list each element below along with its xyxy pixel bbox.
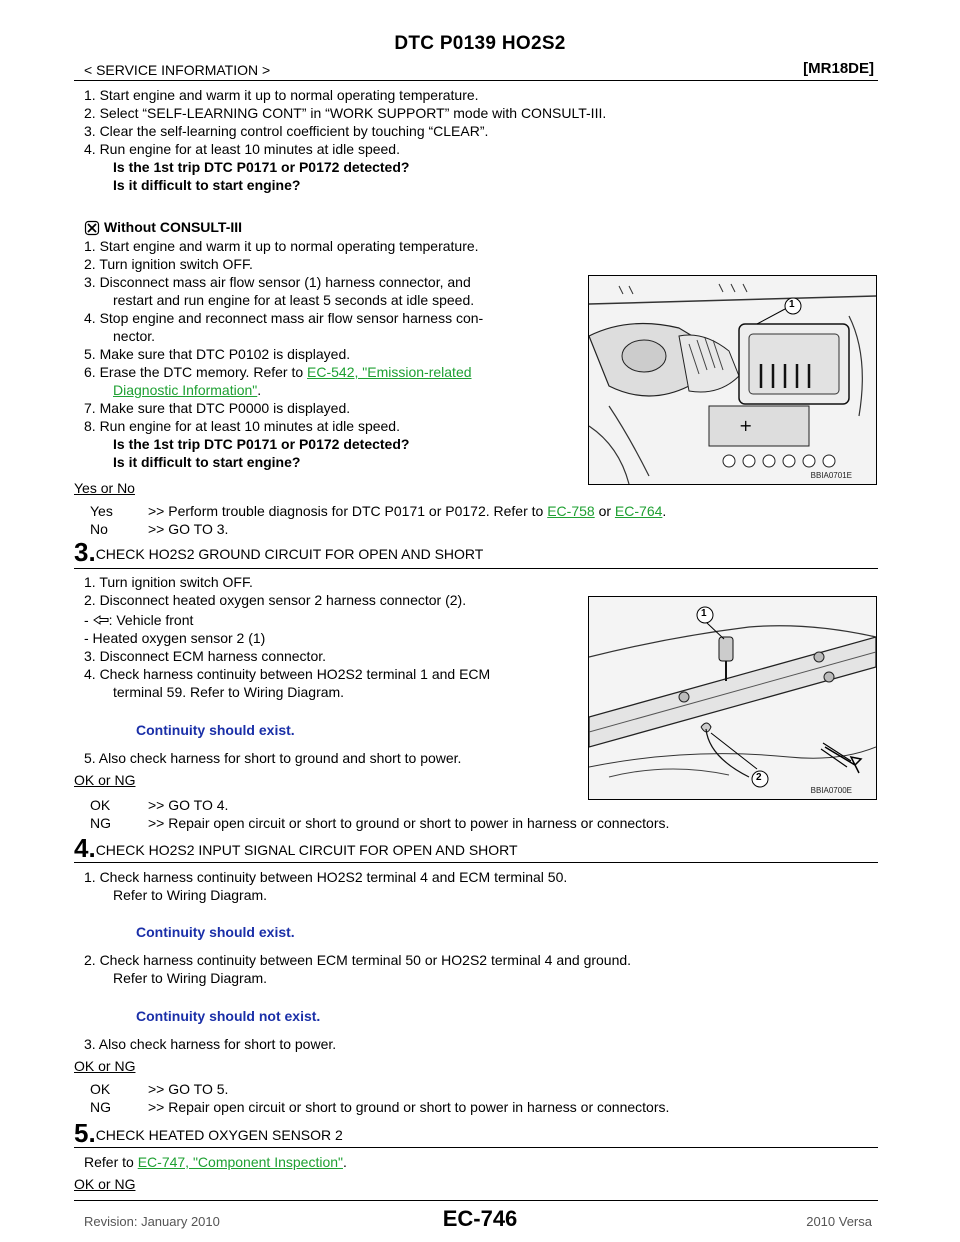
dash: -	[84, 612, 93, 628]
ok-text: >> GO TO 5.	[148, 1081, 229, 1097]
step-text: 1. Check harness continuity between HO2S2 terminal 4 and ECM terminal 50.	[84, 869, 568, 885]
step-text: 2. Check harness continuity between ECM terminal 50 or HO2S2 terminal 4 and ground.	[84, 952, 632, 968]
step-text: 2. Select “SELF-LEARNING CONT” in “WORK SUPPORT” mode with CONSULT-III.	[84, 105, 607, 121]
step-text-part: 6. Erase the DTC memory. Refer to	[84, 364, 308, 380]
punct: .	[257, 382, 262, 398]
step-text: 3. Disconnect ECM harness connector.	[84, 648, 327, 664]
step-text: terminal 59. Refer to Wiring Diagram.	[113, 684, 345, 700]
ok-key: OK	[90, 797, 111, 813]
yes-text-main: >> Perform trouble diagnosis for DTC P0171 or P0172. Refer to	[148, 503, 548, 519]
step-text: nector.	[113, 328, 156, 344]
step-text: 2. Turn ignition switch OFF.	[84, 256, 253, 272]
underbody-illustration	[589, 597, 876, 799]
step-text: 8. Run engine for at least 10 minutes at idle speed.	[84, 418, 400, 434]
step-rule	[74, 862, 878, 863]
ng-text: >> Repair open circuit or short to ground or short to power in harness or connectors.	[148, 815, 670, 831]
step-text: 4. Stop engine and reconnect mass air flow sensor harness con-	[84, 310, 484, 326]
step-text: Refer to Wiring Diagram.	[113, 970, 268, 986]
footer-rule	[74, 1200, 878, 1201]
ok-text: >> GO TO 4.	[148, 797, 229, 813]
step-text: - Heated oxygen sensor 2 (1)	[84, 630, 266, 646]
engine-label: [MR18DE]	[803, 60, 874, 77]
header-rule	[74, 80, 878, 81]
no-text: >> GO TO 3.	[148, 521, 229, 537]
step-text: 2. Disconnect heated oxygen sensor 2 harness connector (2).	[84, 592, 467, 608]
step-4-heading	[74, 833, 518, 864]
step-5-heading	[74, 1118, 343, 1149]
emission-info-link[interactable]: EC-542, "Emission-related	[307, 364, 472, 380]
step-number: 4.	[74, 833, 96, 863]
no-tool-icon	[84, 220, 100, 239]
ng-key: NG	[90, 815, 111, 831]
step-text	[84, 1154, 347, 1171]
step-number: 3.	[74, 537, 96, 567]
no-key: No	[90, 521, 108, 537]
callout-1: 1	[701, 608, 707, 619]
result-label: OK or NG	[74, 1176, 136, 1192]
arrow-outline-icon	[93, 612, 109, 628]
component-inspection-link[interactable]: EC-747, "Component Inspection"	[137, 1154, 343, 1170]
engine-bay-illustration	[589, 276, 876, 484]
step-rule	[74, 568, 878, 569]
spec-note: Continuity should not exist.	[136, 1008, 321, 1024]
step-text: 7. Make sure that DTC P0000 is displayed.	[84, 400, 351, 416]
ec-764-link[interactable]: EC-764	[614, 503, 663, 519]
question: Is the 1st trip DTC P0171 or P0172 detected?	[113, 159, 410, 175]
step-text: 3. Also check harness for short to power.	[84, 1036, 337, 1052]
step-text: 5. Make sure that DTC P0102 is displayed.	[84, 346, 351, 362]
step-text: 4. Run engine for at least 10 minutes at idle speed.	[84, 141, 400, 157]
step-text: 1. Start engine and warm it up to normal operating temperature.	[84, 87, 479, 103]
without-consult-heading: Without CONSULT-III	[104, 219, 243, 235]
step-rule	[74, 1147, 878, 1148]
model-year: 2010 Versa	[806, 1214, 872, 1229]
page-number: EC-746	[442, 1206, 518, 1231]
step-text	[113, 382, 261, 399]
refer-text: Refer to	[84, 1154, 138, 1170]
figure-code: BBIA0700E	[810, 786, 852, 795]
step-text: 5. Also check harness for short to ground and short to power.	[84, 750, 462, 766]
step-title: CHECK HEATED OXYGEN SENSOR 2	[95, 1127, 343, 1143]
spec-note: Continuity should exist.	[136, 722, 295, 738]
step-text: 1. Start engine and warm it up to normal operating temperature.	[84, 238, 479, 254]
yes-key: Yes	[90, 503, 113, 519]
vehicle-front-label: : Vehicle front	[108, 612, 194, 628]
step-text	[84, 364, 472, 381]
svg-text:+: +	[739, 416, 753, 435]
underbody-figure	[588, 596, 877, 800]
section-label: < SERVICE INFORMATION >	[84, 62, 271, 78]
question: Is it difficult to start engine?	[113, 177, 301, 193]
ng-text: >> Repair open circuit or short to ground or short to power in harness or connectors.	[148, 1099, 670, 1115]
page-title: DTC P0139 HO2S2	[394, 33, 566, 54]
engine-bay-figure	[588, 275, 877, 485]
punct: .	[662, 503, 667, 519]
or-text: or	[594, 503, 615, 519]
figure-code: BBIA0701E	[810, 471, 852, 480]
step-number: 5.	[74, 1118, 96, 1148]
step-text: restart and run engine for at least 5 seconds at idle speed.	[113, 292, 475, 308]
step-text: 4. Check harness continuity between HO2S2 terminal 1 and ECM	[84, 666, 491, 682]
step-title: CHECK HO2S2 GROUND CIRCUIT FOR OPEN AND SHORT	[95, 546, 484, 562]
step-text: 1. Turn ignition switch OFF.	[84, 574, 253, 590]
callout-2: 2	[756, 772, 762, 783]
spec-note: Continuity should exist.	[136, 924, 295, 940]
step-text: 3. Disconnect mass air flow sensor (1) harness connector, and	[84, 274, 471, 290]
step-3-heading	[74, 537, 483, 568]
ec-758-link[interactable]: EC-758	[547, 503, 595, 519]
emission-info-link-cont[interactable]: Diagnostic Information"	[113, 382, 258, 398]
question: Is the 1st trip DTC P0171 or P0172 detected?	[113, 436, 410, 452]
step-title: CHECK HO2S2 INPUT SIGNAL CIRCUIT FOR OPEN AND SHORT	[95, 842, 518, 858]
ok-key: OK	[90, 1081, 111, 1097]
step-text: 3. Clear the self-learning control coefficient by touching “CLEAR”.	[84, 123, 489, 139]
question: Is it difficult to start engine?	[113, 454, 301, 470]
punct: .	[342, 1154, 347, 1170]
result-label: OK or NG	[74, 772, 136, 788]
result-label: Yes or No	[74, 480, 135, 496]
step-text: Refer to Wiring Diagram.	[113, 887, 268, 903]
callout-1: 1	[789, 299, 795, 310]
step-text	[84, 612, 193, 629]
yes-text	[148, 503, 666, 520]
ng-key: NG	[90, 1099, 111, 1115]
result-label: OK or NG	[74, 1058, 136, 1074]
revision-date: Revision: January 2010	[84, 1214, 220, 1229]
